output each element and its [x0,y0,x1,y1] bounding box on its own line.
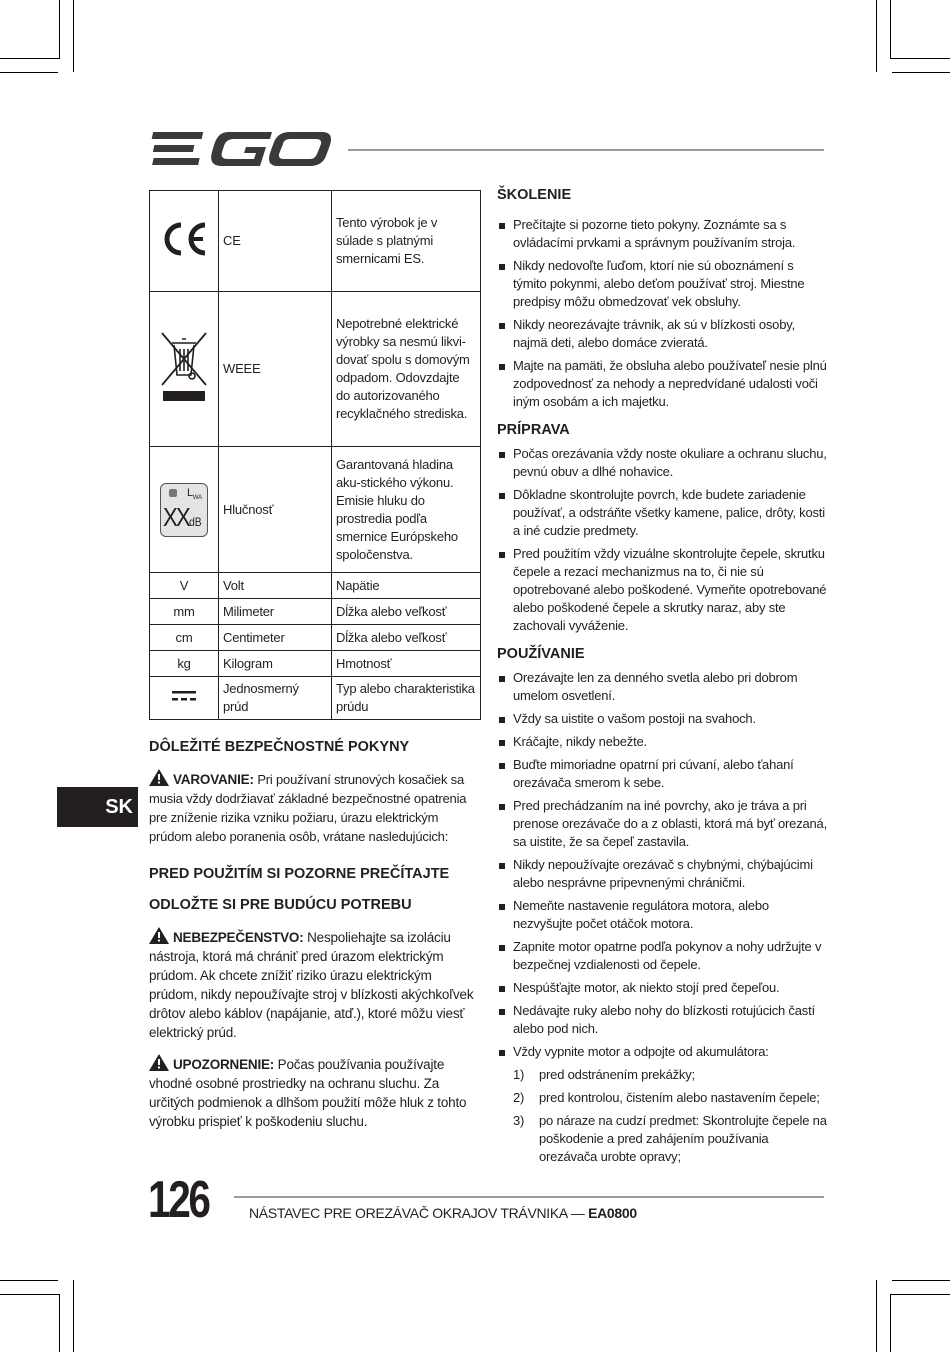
model-number: EA0800 [588,1205,637,1221]
noise-level-icon [160,483,208,537]
crop-mark [73,0,74,72]
crop-mark [876,0,877,72]
numbered-item: 1) pred odstránením prekážky; [513,1067,695,1082]
crop-mark [59,1294,60,1352]
list-item: Nikdy nedovoľte ľuďom, ktorí nie sú oboznámení s týmito pokynmi, alebo deťom používať stroj. Miestne predpisy môžu obmedzovať vek obsluhy. [497,257,829,311]
symbol-cell [150,447,219,573]
table-row [150,573,481,599]
symbol-description: Napätie [332,573,481,599]
warning-paragraph [149,769,483,846]
warning-triangle-icon [149,769,169,786]
symbol-description: Nepotrebné elektrické výrobky sa nesmú likvi-dovať spolu s domovým odpadom. Odovzdajte do autorizovaného recyklačného strediska. [332,292,481,447]
symbol-name: Centimeter [219,625,332,651]
crop-mark [0,1280,58,1281]
safety-heading: DÔLEŽITÉ BEZPEČNOSTNÉ POKYNY [149,739,410,755]
symbol-description: Tento výrobok je v súlade s platnými smernicami ES. [332,191,481,292]
list-item: Nikdy neorezávajte trávnik, ak sú v blízkosti osoby, najmä deti, alebo domáce zvieratá. [497,316,829,352]
crop-mark [890,0,891,58]
symbol-description: Dĺžka alebo veľkosť [332,599,481,625]
list-item: Buďte mimoriadne opatrní pri cúvaní, alebo ťahaní orezávača smerom k sebe. [497,756,829,792]
symbol-name: Milimeter [219,599,332,625]
crop-mark [59,0,60,58]
list-item: Vždy sa uistite o vašom postoji na svahoch. [497,710,829,728]
noise-level-top: $L_{WA}$ [187,486,202,501]
read-before-use-heading: PRED POUŽITÍM SI POZORNE PREČÍTAJTE [149,866,450,882]
warning-triangle-icon [149,927,169,944]
symbols-table [149,190,481,720]
language-tab: SK [57,787,138,827]
symbol-description: Hmotnosť [332,651,481,677]
left-column [149,738,483,1131]
table-row [150,625,481,651]
preparation-heading: PRÍPRAVA [497,422,570,438]
caution-label: UPOZORNENIE: [173,1057,275,1072]
crop-mark [0,1294,60,1295]
direct-current-icon [171,689,197,703]
list-item: Orezávajte len za denného svetla alebo pri dobrom umelom osvetlení. [497,669,829,705]
list-item: Pred použitím vždy vizuálne skontrolujte čepele, skrutku čepele a rezací mechanizmus na to, či nie sú opotrebované alebo poškodené. Vymeňte opotrebované alebo poškodené čepele a skrutky naraz, aby ste zachovali vyváženie. [497,545,829,635]
table-row [150,677,481,720]
symbol-cell: V [150,573,219,599]
danger-text: Nespoliehajte sa izoláciu nástroja, ktorá má chrániť pred úrazom elektrickým prúdom. Ak chcete znížiť riziko úrazu elektrickým prúdom, nikdy nepoužívajte stroj v blízkosti akýchkoľvek drôtov alebo káblov (napájanie, atď.), ktoré môžu viesť elektrický prúd. [149,930,474,1040]
symbol-cell [150,292,219,447]
crop-mark [0,72,58,73]
symbol-name: CE [219,191,332,292]
crop-mark [892,1280,950,1281]
weee-crossed-bin-icon [158,331,210,403]
footer-rule [234,1196,824,1198]
table-row [150,651,481,677]
symbol-name: Kilogram [219,651,332,677]
list-item: Nespúšťajte motor, ak niekto stojí pred čepeľou. [497,979,829,997]
symbol-name: Jednosmerný prúd [219,677,332,720]
symbol-description: Typ alebo charakteristika prúdu [332,677,481,720]
usage-heading: POUŽÍVANIE [497,646,585,662]
right-column [497,186,829,1171]
stop-motor-list [497,1066,829,1166]
list-item: Prečítajte si pozorne tieto pokyny. Zoznámte sa s ovládacími prvkami a správnym používaním stroja. [497,216,829,252]
symbol-description: Dĺžka alebo veľkosť [332,625,481,651]
table-row [150,447,481,573]
preparation-list [497,445,829,635]
numbered-item: 3) po náraze na cudzí predmet: Skontrolujte čepele na poškodenie a pred zahájením používania orezávača urobte opravy; [513,1113,827,1164]
list-item: Nedávajte ruky alebo nohy do blízkosti rotujúcich častí alebo pod nich. [497,1002,829,1038]
list-item: Zapnite motor opatrne podľa pokynov a nohy udržujte v bezpečnej vzdialenosti od čepele. [497,938,829,974]
warning-text: Pri používaní strunových kosačiek sa musia vždy dodržiavať základné bezpečnostné opatrenia pre zníženie rizika vzniku požiaru, úrazu elektrickým prúdom alebo poranenia osôb, vrátane nasledujúcich: [149,772,467,844]
symbol-name: Volt [219,573,332,599]
table-row [150,292,481,447]
crop-mark [876,1280,877,1352]
symbol-cell: mm [150,599,219,625]
symbol-name: Hlučnosť [219,447,332,573]
crop-mark [890,1294,891,1352]
numbered-item: 2) pred kontrolou, čistením alebo nastavením čepele; [513,1090,820,1105]
header-rule [348,149,824,151]
caution-text: Počas používania používajte vhodné osobné prostriedky na ochranu sluchu. Za určitých podmienok a dlhšom použití môže hluk z tohto výrobku prispieť k poškodeniu sluchu. [149,1057,467,1129]
page-number: 126 [148,1171,209,1229]
list-item: Počas orezávania vždy noste okuliare a ochranu sluchu, pevnú obuv a dlhé nohavice. [497,445,829,481]
table-row [150,599,481,625]
training-list [497,216,829,411]
symbol-name: WEEE [219,292,332,447]
crop-mark [890,58,950,59]
list-item: Kráčajte, nikdy nebežte. [497,733,829,751]
list-item: Vždy vypnite motor a odpojte od akumulátora: [497,1043,829,1061]
list-item: Nikdy nepoužívajte orezávač s chybnými, chýbajúcimi alebo nesprávne pripevnenými chráničmi. [497,856,829,892]
table-row [150,191,481,292]
usage-list [497,669,829,1061]
crop-mark [0,58,60,59]
ego-logo [150,128,332,170]
noise-level-value: XXdB [163,501,202,532]
crop-mark [73,1280,74,1352]
caution-paragraph [149,1054,483,1131]
training-heading: ŠKOLENIE [497,187,572,203]
danger-paragraph [149,927,483,1042]
symbol-cell [150,677,219,720]
symbol-description: Garantovaná hladina aku-stického výkonu. Emisie hluku do prostredia podľa smernice Európskeho spoločenstva. [332,447,481,573]
list-item: Majte na pamäti, že obsluha alebo používateľ nesie plnú zodpovednosť za nehody a nepredvídané udalosti voči iným osobám a ich majetku. [497,357,829,411]
ce-mark-icon [159,221,209,257]
speaker-icon [169,489,177,497]
crop-mark [892,72,950,73]
footer-title: NÁSTAVEC PRE OREZÁVAČ OKRAJOV TRÁVNIKA — EA0800 [249,1205,637,1221]
warning-label: VAROVANIE: [173,772,254,787]
list-item: Dôkladne skontrolujte povrch, kde budete zariadenie používať, a odstráňte všetky kamene, palice, drôty, kosti a iné cudzie predmety. [497,486,829,540]
list-item: Nemeňte nastavenie regulátora motora, alebo nezvyšujte počet otáčok motora. [497,897,829,933]
symbol-cell: kg [150,651,219,677]
symbol-cell [150,191,219,292]
warning-triangle-icon [149,1054,169,1071]
list-item: Pred prechádzaním na iné povrchy, ako je tráva a pri prenose orezávače do a z oblasti, ktorá má byť orezaná, sa uistite, že sa čepeľ zastavila. [497,797,829,851]
symbol-cell: cm [150,625,219,651]
danger-label: NEBEZPEČENSTVO: [173,930,304,945]
keep-for-future-heading: ODLOŽTE SI PRE BUDÚCU POTREBU [149,897,412,913]
crop-mark [890,1294,950,1295]
